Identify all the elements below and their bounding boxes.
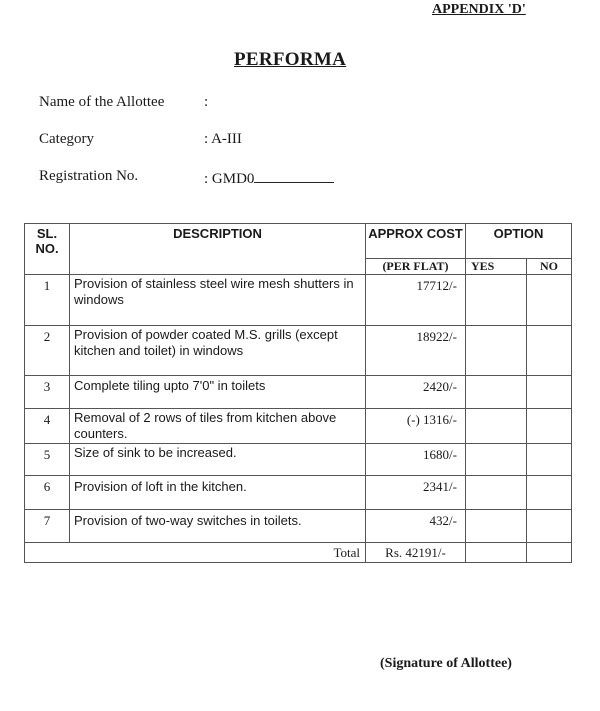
sl-cell: 7 (25, 510, 70, 543)
registration-label: Registration No. (39, 168, 139, 184)
description-header: DESCRIPTION (70, 224, 366, 275)
registration-value-wrap (204, 168, 334, 188)
table-row (25, 275, 572, 326)
yes-checkbox-cell[interactable] (466, 409, 527, 444)
yes-checkbox-cell[interactable] (466, 510, 527, 543)
cost-cell: 432/- (366, 510, 466, 543)
yes-checkbox-cell[interactable] (466, 376, 527, 409)
no-checkbox-cell[interactable] (527, 476, 572, 510)
sl-cell: 5 (25, 444, 70, 476)
no-header: NO (527, 259, 572, 275)
allottee-name-label: Name of the Allottee (39, 94, 165, 110)
no-checkbox-cell[interactable] (527, 409, 572, 444)
description-cell: Provision of loft in the kitchen. (70, 476, 366, 510)
total-no-cell (527, 543, 572, 563)
per-flat-header: (PER FLAT) (366, 259, 466, 275)
cost-cell: 18922/- (366, 326, 466, 376)
page-title: PERFORMA (234, 49, 347, 70)
yes-checkbox-cell[interactable] (466, 444, 527, 476)
no-checkbox-cell[interactable] (527, 510, 572, 543)
total-label: Total (25, 543, 366, 563)
sl-cell: 3 (25, 376, 70, 409)
table-row (25, 376, 572, 409)
description-cell: Removal of 2 rows of tiles from kitchen above counters. (70, 409, 366, 444)
sl-cell: 6 (25, 476, 70, 510)
performa-table (24, 223, 572, 563)
cost-cell: (-) 1316/- (366, 409, 466, 444)
approx-cost-header: APPROX COST (366, 224, 466, 259)
registration-value: : GMD0 (204, 171, 255, 187)
sl-cell: 2 (25, 326, 70, 376)
description-cell: Provision of stainless steel wire mesh shutters in windows (70, 275, 366, 326)
sl-cell: 4 (25, 409, 70, 444)
total-row (25, 543, 572, 563)
yes-header: YES (466, 259, 527, 275)
yes-checkbox-cell[interactable] (466, 275, 527, 326)
sl-no-header: SL. NO. (25, 224, 70, 275)
cost-cell: 2420/- (366, 376, 466, 409)
description-cell: Provision of powder coated M.S. grills (except kitchen and toilet) in windows (70, 326, 366, 376)
total-yes-cell (466, 543, 527, 563)
description-cell: Size of sink to be increased. (70, 444, 366, 476)
option-header: OPTION (466, 224, 572, 259)
signature-label: (Signature of Allottee) (380, 656, 512, 671)
table-header-row (25, 224, 572, 259)
allottee-name-value: : (204, 94, 209, 110)
cost-cell: 17712/- (366, 275, 466, 326)
category-label: Category (39, 131, 94, 147)
table-row (25, 444, 572, 476)
yes-checkbox-cell[interactable] (466, 476, 527, 510)
table-row (25, 476, 572, 510)
yes-checkbox-cell[interactable] (466, 326, 527, 376)
cost-cell: 2341/- (366, 476, 466, 510)
no-checkbox-cell[interactable] (527, 444, 572, 476)
appendix-label: APPENDIX 'D' (432, 2, 526, 17)
no-checkbox-cell[interactable] (527, 326, 572, 376)
table-row (25, 510, 572, 543)
cost-cell: 1680/- (366, 444, 466, 476)
no-checkbox-cell[interactable] (527, 376, 572, 409)
sl-cell: 1 (25, 275, 70, 326)
no-checkbox-cell[interactable] (527, 275, 572, 326)
registration-blank-line[interactable] (254, 168, 334, 183)
description-cell: Provision of two-way switches in toilets. (70, 510, 366, 543)
description-cell: Complete tiling upto 7'0" in toilets (70, 376, 366, 409)
total-value: Rs. 42191/- (366, 543, 466, 563)
table-row (25, 409, 572, 444)
category-value: : A-III (204, 131, 242, 147)
table-row (25, 326, 572, 376)
